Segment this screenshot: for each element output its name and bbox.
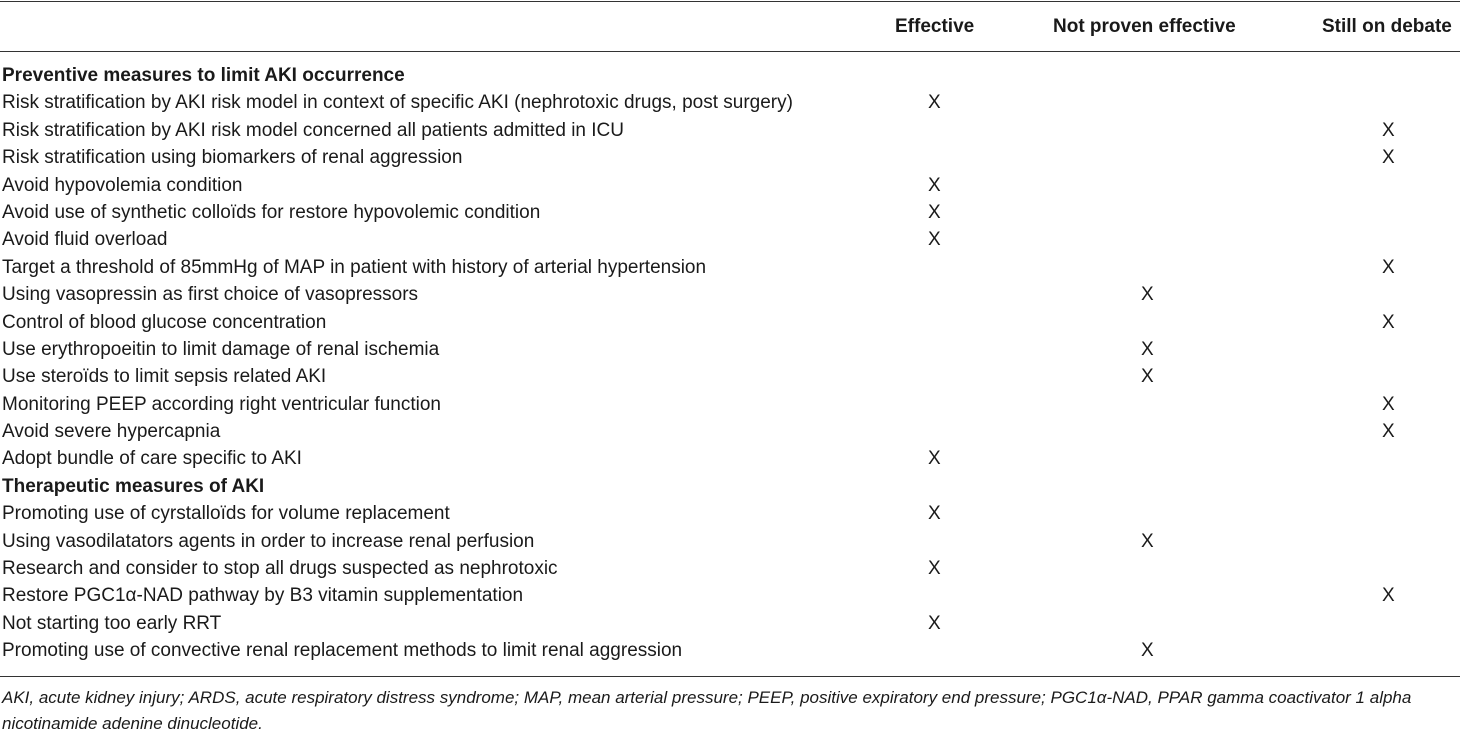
table-row bbox=[0, 391, 1460, 418]
table-row bbox=[0, 172, 1460, 199]
still-on-debate-mark: X bbox=[1382, 147, 1395, 169]
row-label: Restore PGC1α-NAD pathway by B3 vitamin supplementation bbox=[2, 585, 524, 607]
row-label: Adopt bundle of care specific to AKI bbox=[2, 448, 302, 470]
row-label: Promoting use of convective renal replacement methods to limit renal aggression bbox=[2, 640, 683, 662]
effective-mark: X bbox=[928, 92, 941, 114]
still-on-debate-mark: X bbox=[1382, 311, 1395, 333]
table-bottom-rule bbox=[0, 676, 1460, 677]
table-row bbox=[0, 528, 1460, 555]
table-section-row bbox=[0, 62, 1460, 89]
table-row bbox=[0, 117, 1460, 144]
effective-mark: X bbox=[928, 612, 941, 634]
table-row bbox=[0, 363, 1460, 390]
not-proven-effective-mark: X bbox=[1141, 640, 1154, 662]
row-label: Use steroïds to limit sepsis related AKI bbox=[2, 366, 327, 388]
row-label: Avoid severe hypercapnia bbox=[2, 421, 221, 443]
table-row bbox=[0, 226, 1460, 253]
table-row bbox=[0, 199, 1460, 226]
effective-mark: X bbox=[928, 503, 941, 525]
row-label: Monitoring PEEP according right ventricular function bbox=[2, 393, 441, 415]
row-label: Risk stratification by AKI risk model in context of specific AKI (nephrotoxic drugs, post surgery) bbox=[2, 92, 793, 114]
effective-mark: X bbox=[928, 201, 941, 223]
effective-mark: X bbox=[928, 174, 941, 196]
table-row bbox=[0, 637, 1460, 664]
table-row bbox=[0, 89, 1460, 116]
effective-mark: X bbox=[928, 229, 941, 251]
row-label: Using vasodilatators agents in order to increase renal perfusion bbox=[2, 530, 535, 552]
row-label: Risk stratification by AKI risk model concerned all patients admitted in ICU bbox=[2, 119, 624, 141]
row-label: Research and consider to stop all drugs suspected as nephrotoxic bbox=[2, 558, 558, 580]
table-row bbox=[0, 445, 1460, 472]
table-row bbox=[0, 254, 1460, 281]
table-row bbox=[0, 418, 1460, 445]
not-proven-effective-mark: X bbox=[1141, 338, 1154, 360]
row-label: Avoid hypovolemia condition bbox=[2, 174, 243, 196]
section-heading: Therapeutic measures of AKI bbox=[2, 475, 265, 497]
table-row bbox=[0, 281, 1460, 308]
table-top-rule bbox=[0, 1, 1460, 2]
table-row bbox=[0, 500, 1460, 527]
table-row bbox=[0, 144, 1460, 171]
row-label: Promoting use of cyrstalloïds for volume replacement bbox=[2, 503, 450, 525]
still-on-debate-mark: X bbox=[1382, 393, 1395, 415]
row-label: Avoid use of synthetic colloïds for restore hypovolemic condition bbox=[2, 201, 541, 223]
not-proven-effective-mark: X bbox=[1141, 366, 1154, 388]
table-row bbox=[0, 336, 1460, 363]
row-label: Using vasopressin as first choice of vasopressors bbox=[2, 284, 419, 306]
row-label: Use erythropoeitin to limit damage of renal ischemia bbox=[2, 338, 440, 360]
table-section-row bbox=[0, 473, 1460, 500]
table-header-rule bbox=[0, 51, 1460, 52]
column-header-not-proven-effective: Not proven effective bbox=[1053, 16, 1236, 37]
effective-mark: X bbox=[928, 448, 941, 470]
table-body bbox=[0, 62, 1460, 665]
row-label: Not starting too early RRT bbox=[2, 612, 222, 634]
still-on-debate-mark: X bbox=[1382, 585, 1395, 607]
column-header-still-on-debate: Still on debate bbox=[1322, 16, 1452, 37]
still-on-debate-mark: X bbox=[1382, 119, 1395, 141]
row-label: Control of blood glucose concentration bbox=[2, 311, 327, 333]
still-on-debate-mark: X bbox=[1382, 256, 1395, 278]
section-heading: Preventive measures to limit AKI occurrence bbox=[2, 65, 405, 86]
not-proven-effective-mark: X bbox=[1141, 530, 1154, 552]
table-footnote: AKI, acute kidney injury; ARDS, acute respiratory distress syndrome; MAP, mean arterial pressure; PEEP, positive expiratory end pressure; PGC1α-NAD, PPAR gamma coactivator 1 alpha nicotinamide adenine dinucleotide. bbox=[2, 688, 1412, 733]
not-proven-effective-mark: X bbox=[1141, 284, 1154, 306]
still-on-debate-mark: X bbox=[1382, 421, 1395, 443]
table-row bbox=[0, 610, 1460, 637]
effective-mark: X bbox=[928, 558, 941, 580]
table-row bbox=[0, 555, 1460, 582]
table-row bbox=[0, 309, 1460, 336]
column-header-effective: Effective bbox=[895, 16, 975, 37]
row-label: Risk stratification using biomarkers of renal aggression bbox=[2, 147, 463, 169]
table-row bbox=[0, 582, 1460, 609]
row-label: Avoid fluid overload bbox=[2, 229, 168, 251]
row-label: Target a threshold of 85mmHg of MAP in patient with history of arterial hypertension bbox=[2, 256, 707, 278]
